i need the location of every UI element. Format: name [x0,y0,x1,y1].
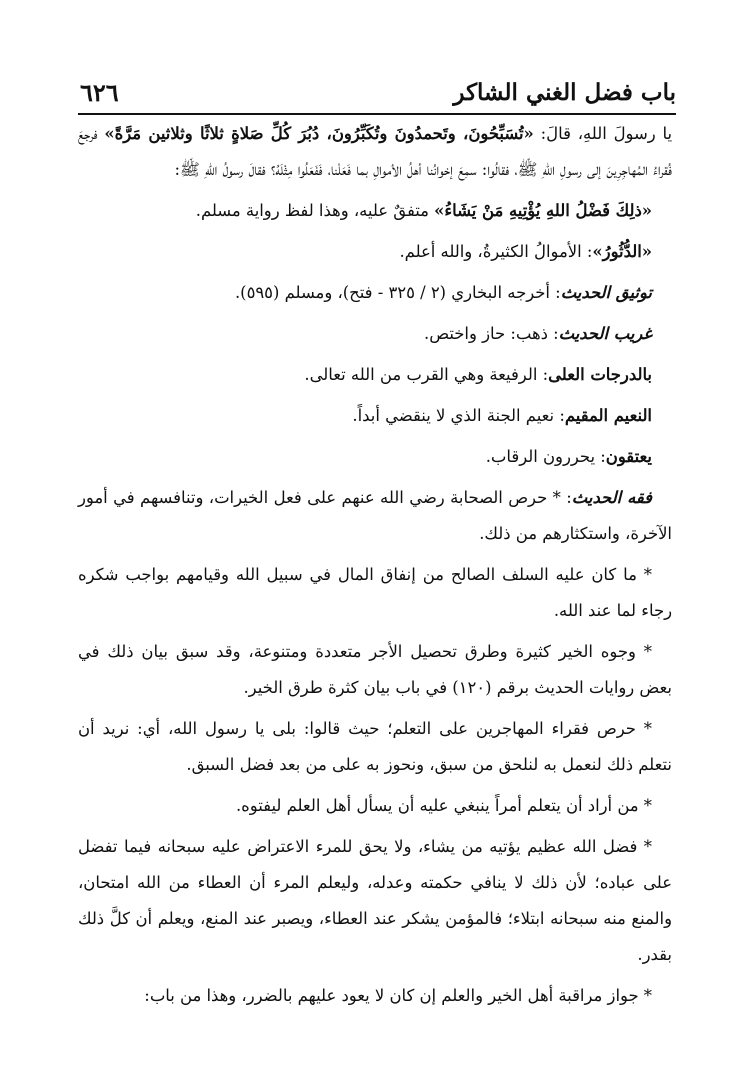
paragraph [78,829,672,973]
paragraph [78,193,672,229]
paragraph-text: : * حرص الصحابة رضي الله عنهم على فعل الخيرات، وتنافسهم في أمور الآخرة، واستكثارهم من ذلك. [78,488,672,543]
paragraph-text: فرجعَ فُقراءُ المُهاجِرِينَ إلى رسولِ اللهِ ﷺ، فقالُوا: سمِعَ إخوانُنا أهلُ الأموالِ بما فَعَلْنا، فَفَعَلُوا مِثْلَهُ؟ فقالَ رسولُ اللهِ ﷺ: [78,124,672,179]
hadith-quote: «ذلِكَ فَضْلُ اللهِ يُؤْتِيهِ مَنْ يَشَاءُ» [434,201,652,220]
paragraph [78,275,672,311]
paragraph-text: يا رسولَ اللهِ، قالَ: [533,124,673,143]
paragraph-text: متفقٌ عليه، وهذا لفظ رواية مسلم. [195,201,435,220]
paragraph-text: : ذهب: حاز واختص. [424,324,559,343]
page-header [80,72,676,108]
paragraph [78,634,672,706]
glossary-term: النعيم المقيم [564,406,652,425]
paragraph-text: * حرص فقراء المهاجرين على التعلم؛ حيث قالوا: بلى يا رسول الله، أي: نريد أن نتعلم ذلك لنعمل به لنلحق من سبق، ونحوز به على من بعد فضل السبق. [78,719,672,774]
paragraph [78,978,672,1014]
paragraph [78,711,672,783]
glossary-term: يعتقون [605,447,652,466]
hadith-quote: «الدُّثُورُ» [592,242,652,261]
paragraph [78,788,672,824]
section-heading: غريب الحديث [558,324,652,343]
page-body [78,116,672,1019]
hadith-quote: «تُسَبِّحُونَ، وتَحمدُونَ وتُكَبِّرُونَ، دُبُرَ كُلِّ صَلاةٍ ثلاثًا وثلاثين مَرَّةً» [104,124,534,143]
paragraph-text: : نعيم الجنة الذي لا ينقضي أبداً. [352,406,565,425]
paragraph [78,234,672,270]
paragraph-text: : أخرجه البخاري (٢ / ٣٢٥ - فتح)، ومسلم (٥٩٥). [234,283,561,302]
paragraph-text: * من أراد أن يتعلم أمراً ينبغي عليه أن يسأل أهل العلم ليفتوه. [235,796,652,815]
paragraph-text: : الرفيعة وهي القرب من الله تعالى. [304,365,549,384]
paragraph-text: * ما كان عليه السلف الصالح من إنفاق المال في سبيل الله وقيامهم بواجب شكره رجاء لما عند الله. [78,565,672,620]
page-number: ٦٢٦ [80,78,119,107]
paragraph [78,316,672,352]
paragraph [78,439,672,475]
paragraph-text: * وجوه الخير كثيرة وطرق تحصيل الأجر متعددة ومتنوعة، وقد سبق بيان ذلك في بعض روايات الحديث برقم (١٢٠) في باب بيان كثرة طرق الخير. [78,642,672,697]
paragraph [78,357,672,393]
section-heading: فقه الحديث [571,488,652,507]
paragraph-text: : يحررون الرقاب. [485,447,606,466]
paragraph [78,398,672,434]
glossary-term: بالدرجات العلى [548,365,652,384]
chapter-title: باب فضل الغني الشاكر [453,79,676,106]
section-heading: توثيق الحديث [560,283,652,302]
paragraph [78,116,672,188]
paragraph [78,557,672,629]
header-divider [78,113,676,115]
paragraph-text: * فضل الله عظيم يؤتيه من يشاء، ولا يحق للمرء الاعتراض عليه سبحانه فيما تفضل على عباده؛ لأن ذلك لا ينافي حكمته وعدله، وليعلم المرء أن العطاء من الله امتحان، والمنع منه سبحانه ابتلاء؛ فالمؤمن يشكر عند العطاء، ويصبر عند المنع، ويعلم أن كلَّ ذلك بقدر. [78,837,672,964]
paragraph-text: * جواز مراقبة أهل الخير والعلم إن كان لا يعود عليهم بالضرر، وهذا من باب: [144,986,652,1005]
paragraph [78,480,672,552]
paragraph-text: : الأموالُ الكثيرةُ، والله أعلم. [399,242,593,261]
